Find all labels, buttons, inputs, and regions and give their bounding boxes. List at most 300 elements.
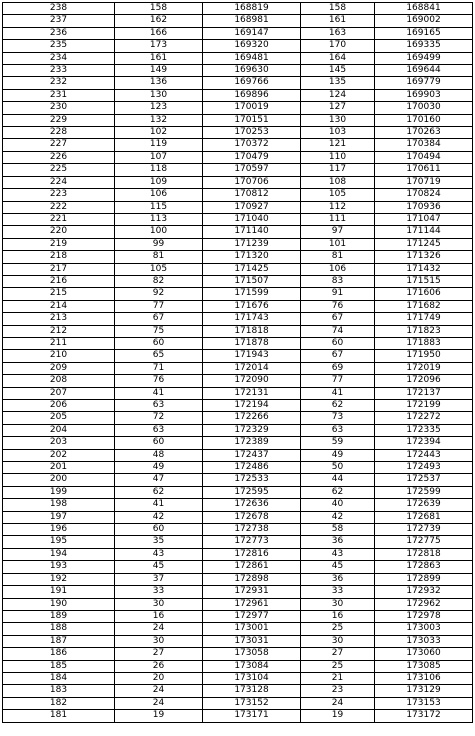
table-row: [3, 238, 473, 250]
cumulative-cell-2: 171749: [375, 313, 473, 325]
count-cell: 77: [115, 300, 203, 312]
score-cell: 206: [3, 400, 115, 412]
count-cell: 162: [115, 15, 203, 27]
score-cell: 222: [3, 201, 115, 213]
count-cell: 26: [115, 660, 203, 672]
count-cell-2: 25: [301, 623, 375, 635]
count-cell-2: 161: [301, 15, 375, 27]
count-cell-2: 21: [301, 672, 375, 684]
count-cell: 60: [115, 437, 203, 449]
cumulative-cell: 172595: [203, 486, 301, 498]
cumulative-cell: 172389: [203, 437, 301, 449]
cumulative-cell: 173031: [203, 635, 301, 647]
table-row: [3, 40, 473, 52]
score-cell: 221: [3, 213, 115, 225]
score-cell: 209: [3, 362, 115, 374]
cumulative-cell: 172486: [203, 462, 301, 474]
count-cell-2: 74: [301, 325, 375, 337]
count-cell-2: 33: [301, 586, 375, 598]
count-cell-2: 16: [301, 610, 375, 622]
cumulative-cell: 173084: [203, 660, 301, 672]
table-row: [3, 511, 473, 523]
count-cell-2: 36: [301, 573, 375, 585]
count-cell: 173: [115, 40, 203, 52]
count-cell-2: 27: [301, 648, 375, 660]
table-row: [3, 65, 473, 77]
cumulative-cell: 172678: [203, 511, 301, 523]
cumulative-cell-2: 169644: [375, 65, 473, 77]
count-cell-2: 83: [301, 275, 375, 287]
count-cell: 47: [115, 474, 203, 486]
score-cell: 191: [3, 586, 115, 598]
table-row: [3, 375, 473, 387]
count-cell-2: 145: [301, 65, 375, 77]
cumulative-cell: 169896: [203, 89, 301, 101]
count-cell: 149: [115, 65, 203, 77]
count-cell: 92: [115, 288, 203, 300]
cumulative-cell: 171743: [203, 313, 301, 325]
score-cell: 235: [3, 40, 115, 52]
score-cell: 196: [3, 524, 115, 536]
cumulative-cell: 171140: [203, 226, 301, 238]
count-cell-2: 112: [301, 201, 375, 213]
cumulative-cell: 171239: [203, 238, 301, 250]
cumulative-cell: 172636: [203, 499, 301, 511]
score-cell: 230: [3, 102, 115, 114]
count-cell-2: 158: [301, 3, 375, 15]
table-row: [3, 462, 473, 474]
count-cell: 63: [115, 400, 203, 412]
count-cell: 24: [115, 697, 203, 709]
count-cell: 65: [115, 350, 203, 362]
score-cell: 233: [3, 65, 115, 77]
cumulative-cell-2: 170719: [375, 176, 473, 188]
count-cell: 166: [115, 27, 203, 39]
count-cell-2: 59: [301, 437, 375, 449]
cumulative-cell-2: 172599: [375, 486, 473, 498]
cumulative-cell: 170927: [203, 201, 301, 213]
score-cell: 227: [3, 139, 115, 151]
table-row: [3, 300, 473, 312]
table-row: [3, 672, 473, 684]
count-cell: 100: [115, 226, 203, 238]
count-cell-2: 19: [301, 710, 375, 722]
table-row: [3, 524, 473, 536]
count-cell: 30: [115, 598, 203, 610]
cumulative-cell: 172329: [203, 424, 301, 436]
score-cell: 211: [3, 337, 115, 349]
table-row: [3, 499, 473, 511]
count-cell: 16: [115, 610, 203, 622]
table-row: [3, 449, 473, 461]
cumulative-cell: 170253: [203, 127, 301, 139]
cumulative-cell-2: 172639: [375, 499, 473, 511]
count-cell-2: 103: [301, 127, 375, 139]
score-cell: 182: [3, 697, 115, 709]
score-cell: 207: [3, 387, 115, 399]
count-cell: 33: [115, 586, 203, 598]
count-cell: 41: [115, 387, 203, 399]
count-cell: 105: [115, 263, 203, 275]
count-cell-2: 110: [301, 151, 375, 163]
count-cell-2: 91: [301, 288, 375, 300]
count-cell-2: 121: [301, 139, 375, 151]
count-cell: 43: [115, 548, 203, 560]
cumulative-cell-2: 169335: [375, 40, 473, 52]
score-cell: 205: [3, 412, 115, 424]
cumulative-cell-2: 169002: [375, 15, 473, 27]
cumulative-cell: 172931: [203, 586, 301, 598]
cumulative-cell: 168819: [203, 3, 301, 15]
table-row: [3, 660, 473, 672]
cumulative-cell: 173001: [203, 623, 301, 635]
table-row: [3, 337, 473, 349]
score-cell: 219: [3, 238, 115, 250]
score-cell: 189: [3, 610, 115, 622]
count-cell: 45: [115, 561, 203, 573]
score-cell: 223: [3, 189, 115, 201]
count-cell: 75: [115, 325, 203, 337]
table-row: [3, 598, 473, 610]
score-cell: 203: [3, 437, 115, 449]
table-row: [3, 610, 473, 622]
cumulative-cell: 172014: [203, 362, 301, 374]
cumulative-cell-2: 172199: [375, 400, 473, 412]
count-cell: 132: [115, 114, 203, 126]
score-cell: 190: [3, 598, 115, 610]
score-cell: 215: [3, 288, 115, 300]
count-cell: 113: [115, 213, 203, 225]
cumulative-cell: 171676: [203, 300, 301, 312]
score-cell: 220: [3, 226, 115, 238]
cumulative-cell-2: 172019: [375, 362, 473, 374]
cumulative-cell: 172961: [203, 598, 301, 610]
count-cell: 24: [115, 623, 203, 635]
score-cell: 183: [3, 685, 115, 697]
table-row: [3, 251, 473, 263]
score-cell: 199: [3, 486, 115, 498]
count-cell-2: 69: [301, 362, 375, 374]
table-row: [3, 164, 473, 176]
table-row: [3, 486, 473, 498]
count-cell: 82: [115, 275, 203, 287]
table-row: [3, 102, 473, 114]
count-cell-2: 81: [301, 251, 375, 263]
score-table: [2, 2, 473, 723]
count-cell-2: 45: [301, 561, 375, 573]
count-cell: 20: [115, 672, 203, 684]
score-cell: 202: [3, 449, 115, 461]
count-cell: 30: [115, 635, 203, 647]
count-cell-2: 23: [301, 685, 375, 697]
count-cell-2: 101: [301, 238, 375, 250]
count-cell-2: 36: [301, 536, 375, 548]
count-cell-2: 40: [301, 499, 375, 511]
cumulative-cell-2: 171606: [375, 288, 473, 300]
count-cell: 41: [115, 499, 203, 511]
count-cell-2: 170: [301, 40, 375, 52]
count-cell: 48: [115, 449, 203, 461]
count-cell-2: 41: [301, 387, 375, 399]
count-cell: 71: [115, 362, 203, 374]
table-row: [3, 127, 473, 139]
score-cell: 184: [3, 672, 115, 684]
score-cell: 216: [3, 275, 115, 287]
count-cell-2: 111: [301, 213, 375, 225]
cumulative-cell-2: 170611: [375, 164, 473, 176]
cumulative-cell-2: 170936: [375, 201, 473, 213]
count-cell-2: 73: [301, 412, 375, 424]
count-cell: 49: [115, 462, 203, 474]
score-cell: 181: [3, 710, 115, 722]
score-cell: 226: [3, 151, 115, 163]
score-table-body: [3, 3, 473, 723]
table-row: [3, 412, 473, 424]
count-cell-2: 49: [301, 449, 375, 461]
count-cell: 42: [115, 511, 203, 523]
cumulative-cell: 170372: [203, 139, 301, 151]
count-cell-2: 163: [301, 27, 375, 39]
count-cell: 158: [115, 3, 203, 15]
count-cell: 109: [115, 176, 203, 188]
count-cell: 118: [115, 164, 203, 176]
score-table-container: [2, 2, 472, 723]
count-cell: 161: [115, 52, 203, 64]
cumulative-cell: 171040: [203, 213, 301, 225]
table-row: [3, 362, 473, 374]
count-cell-2: 43: [301, 548, 375, 560]
cumulative-cell: 171507: [203, 275, 301, 287]
cumulative-cell-2: 172962: [375, 598, 473, 610]
cumulative-cell-2: 170030: [375, 102, 473, 114]
cumulative-cell-2: 172775: [375, 536, 473, 548]
count-cell-2: 108: [301, 176, 375, 188]
cumulative-cell-2: 170494: [375, 151, 473, 163]
cumulative-cell-2: 170384: [375, 139, 473, 151]
cumulative-cell-2: 173003: [375, 623, 473, 635]
cumulative-cell: 169147: [203, 27, 301, 39]
cumulative-cell: 171818: [203, 325, 301, 337]
table-row: [3, 139, 473, 151]
cumulative-cell-2: 172272: [375, 412, 473, 424]
count-cell-2: 24: [301, 697, 375, 709]
score-cell: 234: [3, 52, 115, 64]
count-cell: 19: [115, 710, 203, 722]
cumulative-cell: 172977: [203, 610, 301, 622]
cumulative-cell: 170151: [203, 114, 301, 126]
table-row: [3, 288, 473, 300]
cumulative-cell: 171320: [203, 251, 301, 263]
count-cell: 76: [115, 375, 203, 387]
cumulative-cell: 171425: [203, 263, 301, 275]
cumulative-cell: 169481: [203, 52, 301, 64]
count-cell-2: 44: [301, 474, 375, 486]
score-cell: 192: [3, 573, 115, 585]
score-cell: 210: [3, 350, 115, 362]
table-row: [3, 201, 473, 213]
table-row: [3, 313, 473, 325]
cumulative-cell-2: 172818: [375, 548, 473, 560]
table-row: [3, 189, 473, 201]
cumulative-cell: 172861: [203, 561, 301, 573]
table-row: [3, 710, 473, 722]
cumulative-cell: 172090: [203, 375, 301, 387]
cumulative-cell-2: 172681: [375, 511, 473, 523]
count-cell-2: 97: [301, 226, 375, 238]
cumulative-cell-2: 171823: [375, 325, 473, 337]
cumulative-cell: 173152: [203, 697, 301, 709]
count-cell-2: 62: [301, 400, 375, 412]
cumulative-cell-2: 169903: [375, 89, 473, 101]
table-row: [3, 623, 473, 635]
table-row: [3, 561, 473, 573]
cumulative-cell-2: 172137: [375, 387, 473, 399]
table-row: [3, 635, 473, 647]
score-cell: 228: [3, 127, 115, 139]
cumulative-cell: 172131: [203, 387, 301, 399]
cumulative-cell-2: 172899: [375, 573, 473, 585]
score-cell: 237: [3, 15, 115, 27]
cumulative-cell: 171943: [203, 350, 301, 362]
count-cell: 81: [115, 251, 203, 263]
count-cell-2: 42: [301, 511, 375, 523]
count-cell-2: 60: [301, 337, 375, 349]
score-cell: 224: [3, 176, 115, 188]
table-row: [3, 586, 473, 598]
table-row: [3, 685, 473, 697]
count-cell: 72: [115, 412, 203, 424]
cumulative-cell: 168981: [203, 15, 301, 27]
cumulative-cell: 172437: [203, 449, 301, 461]
cumulative-cell-2: 171047: [375, 213, 473, 225]
cumulative-cell-2: 172493: [375, 462, 473, 474]
cumulative-cell-2: 172096: [375, 375, 473, 387]
count-cell: 130: [115, 89, 203, 101]
table-row: [3, 89, 473, 101]
score-cell: 212: [3, 325, 115, 337]
cumulative-cell-2: 169165: [375, 27, 473, 39]
table-row: [3, 114, 473, 126]
table-row: [3, 648, 473, 660]
cumulative-cell-2: 173060: [375, 648, 473, 660]
table-row: [3, 573, 473, 585]
count-cell-2: 77: [301, 375, 375, 387]
count-cell-2: 30: [301, 598, 375, 610]
cumulative-cell: 173104: [203, 672, 301, 684]
cumulative-cell: 170597: [203, 164, 301, 176]
cumulative-cell: 171599: [203, 288, 301, 300]
score-cell: 204: [3, 424, 115, 436]
score-cell: 208: [3, 375, 115, 387]
cumulative-cell-2: 171883: [375, 337, 473, 349]
cumulative-cell-2: 173033: [375, 635, 473, 647]
count-cell: 102: [115, 127, 203, 139]
table-row: [3, 424, 473, 436]
cumulative-cell-2: 169499: [375, 52, 473, 64]
score-cell: 236: [3, 27, 115, 39]
cumulative-cell-2: 173153: [375, 697, 473, 709]
cumulative-cell-2: 171682: [375, 300, 473, 312]
count-cell-2: 105: [301, 189, 375, 201]
cumulative-cell-2: 172537: [375, 474, 473, 486]
count-cell: 123: [115, 102, 203, 114]
count-cell: 60: [115, 524, 203, 536]
cumulative-cell-2: 172443: [375, 449, 473, 461]
cumulative-cell-2: 172932: [375, 586, 473, 598]
cumulative-cell: 170479: [203, 151, 301, 163]
cumulative-cell: 173171: [203, 710, 301, 722]
cumulative-cell-2: 170824: [375, 189, 473, 201]
score-cell: 229: [3, 114, 115, 126]
count-cell-2: 30: [301, 635, 375, 647]
score-cell: 195: [3, 536, 115, 548]
score-cell: 217: [3, 263, 115, 275]
score-cell: 200: [3, 474, 115, 486]
score-cell: 238: [3, 3, 115, 15]
cumulative-cell-2: 171326: [375, 251, 473, 263]
count-cell: 24: [115, 685, 203, 697]
count-cell-2: 130: [301, 114, 375, 126]
cumulative-cell-2: 173085: [375, 660, 473, 672]
cumulative-cell-2: 171515: [375, 275, 473, 287]
count-cell-2: 127: [301, 102, 375, 114]
count-cell: 99: [115, 238, 203, 250]
score-cell: 231: [3, 89, 115, 101]
cumulative-cell: 172533: [203, 474, 301, 486]
count-cell-2: 67: [301, 313, 375, 325]
cumulative-cell: 172898: [203, 573, 301, 585]
score-cell: 201: [3, 462, 115, 474]
table-row: [3, 176, 473, 188]
table-row: [3, 226, 473, 238]
table-row: [3, 77, 473, 89]
cumulative-cell: 173128: [203, 685, 301, 697]
score-cell: 185: [3, 660, 115, 672]
table-row: [3, 151, 473, 163]
cumulative-cell: 169766: [203, 77, 301, 89]
table-row: [3, 548, 473, 560]
cumulative-cell: 172266: [203, 412, 301, 424]
table-row: [3, 213, 473, 225]
table-row: [3, 437, 473, 449]
cumulative-cell: 172816: [203, 548, 301, 560]
count-cell: 136: [115, 77, 203, 89]
table-row: [3, 15, 473, 27]
count-cell-2: 106: [301, 263, 375, 275]
count-cell: 115: [115, 201, 203, 213]
table-row: [3, 387, 473, 399]
count-cell: 60: [115, 337, 203, 349]
score-cell: 188: [3, 623, 115, 635]
count-cell-2: 62: [301, 486, 375, 498]
cumulative-cell-2: 171950: [375, 350, 473, 362]
cumulative-cell: 170812: [203, 189, 301, 201]
table-row: [3, 325, 473, 337]
count-cell-2: 135: [301, 77, 375, 89]
count-cell: 119: [115, 139, 203, 151]
count-cell: 67: [115, 313, 203, 325]
count-cell-2: 25: [301, 660, 375, 672]
score-cell: 186: [3, 648, 115, 660]
count-cell: 63: [115, 424, 203, 436]
table-row: [3, 400, 473, 412]
count-cell: 62: [115, 486, 203, 498]
cumulative-cell: 171878: [203, 337, 301, 349]
count-cell-2: 76: [301, 300, 375, 312]
cumulative-cell: 172773: [203, 536, 301, 548]
cumulative-cell-2: 171245: [375, 238, 473, 250]
score-cell: 193: [3, 561, 115, 573]
